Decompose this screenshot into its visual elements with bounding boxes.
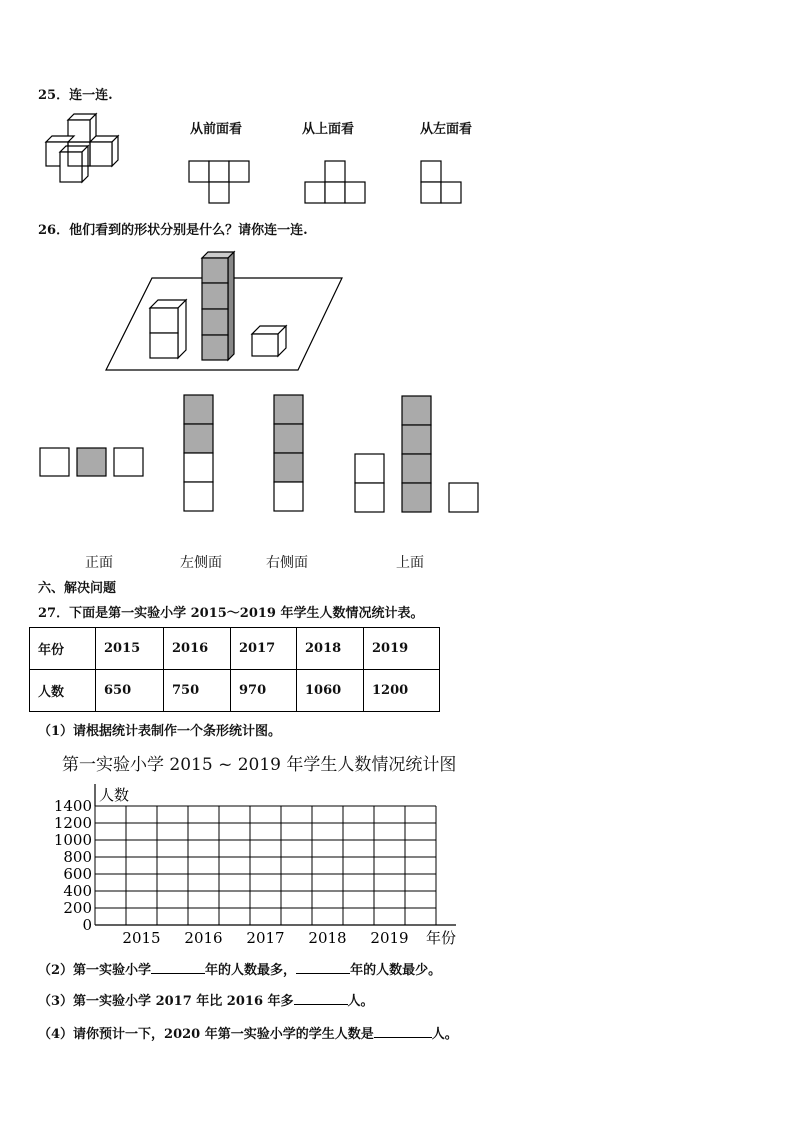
chart-title: 第一实验小学 2015 ~ 2019 年学生人数情况统计图 bbox=[62, 755, 457, 775]
table-cell: 750 bbox=[164, 670, 231, 712]
table-cell: 970 bbox=[231, 670, 297, 712]
table-cell: 2017 bbox=[231, 628, 297, 670]
table-cell: 1060 bbox=[297, 670, 364, 712]
answer-blank[interactable] bbox=[374, 1025, 432, 1038]
table-cell: 1200 bbox=[364, 670, 440, 712]
x-tick-label: 2019 bbox=[370, 929, 409, 947]
y-tick-label: 800 bbox=[63, 848, 92, 866]
q27-sub3-part-a: （3）第一实验小学 2017 年比 2016 年多 bbox=[38, 994, 294, 1009]
q26-title: 26．他们看到的形状分别是什么？请你连一连. bbox=[38, 223, 308, 238]
q27-sub3-part-b: 人。 bbox=[347, 994, 374, 1009]
q27-sub2-part-a: （2）第一实验小学 bbox=[38, 963, 152, 978]
x-tick-label: 2016 bbox=[184, 929, 223, 947]
y-tick-label: 0 bbox=[82, 916, 92, 934]
x-axis-label: 年份 bbox=[426, 929, 457, 947]
answer-blank[interactable] bbox=[296, 961, 350, 974]
x-tick-label: 2017 bbox=[246, 929, 285, 947]
q27-sub2 bbox=[38, 959, 441, 978]
table-cell: 650 bbox=[96, 670, 164, 712]
x-tick-label: 2018 bbox=[308, 929, 347, 947]
table-cell: 2019 bbox=[364, 628, 440, 670]
y-tick-label: 1000 bbox=[53, 831, 92, 849]
answer-blank[interactable] bbox=[294, 992, 348, 1005]
x-tick-label: 2015 bbox=[122, 929, 161, 947]
q26-label-left: 左侧面 bbox=[180, 555, 222, 571]
q27-title: 27．下面是第一实验小学 2015～2019 年学生人数情况统计表。 bbox=[38, 606, 424, 621]
q25-title: 25．连一连. bbox=[38, 88, 113, 103]
q26-label-front: 正面 bbox=[85, 555, 113, 571]
table-cell: 2018 bbox=[297, 628, 364, 670]
q27-sub1: （1）请根据统计表制作一个条形统计图。 bbox=[38, 724, 282, 739]
q27-sub2-part-c: 年的人数最少。 bbox=[350, 963, 442, 978]
q27-sub4 bbox=[38, 1023, 458, 1042]
table-cell: 年份 bbox=[30, 628, 96, 670]
y-tick-label: 600 bbox=[63, 865, 92, 883]
q25-view-front: 从前面看 bbox=[190, 122, 243, 137]
y-tick-label: 400 bbox=[63, 882, 92, 900]
y-axis-label: 人数 bbox=[99, 786, 130, 804]
table-cell: 人数 bbox=[30, 670, 96, 712]
y-tick-label: 200 bbox=[63, 899, 92, 917]
q27-sub4-part-b: 人。 bbox=[431, 1027, 458, 1042]
y-tick-label: 1400 bbox=[53, 797, 92, 815]
q27-sub4-part-a: （4）请你预计一下，2020 年第一实验小学的学生人数是 bbox=[38, 1027, 374, 1042]
section-title: 六、解决问题 bbox=[38, 581, 117, 596]
q27-sub3 bbox=[38, 990, 374, 1009]
answer-blank[interactable] bbox=[151, 961, 205, 974]
q26-label-top: 上面 bbox=[396, 555, 424, 571]
table-cell: 2016 bbox=[164, 628, 231, 670]
q26-label-right: 右侧面 bbox=[266, 555, 308, 571]
y-tick-label: 1200 bbox=[53, 814, 92, 832]
q27-sub2-part-b: 年的人数最多， bbox=[205, 963, 297, 978]
q25-view-left: 从左面看 bbox=[420, 122, 473, 137]
table-cell: 2015 bbox=[96, 628, 164, 670]
q25-view-top: 从上面看 bbox=[302, 122, 355, 137]
